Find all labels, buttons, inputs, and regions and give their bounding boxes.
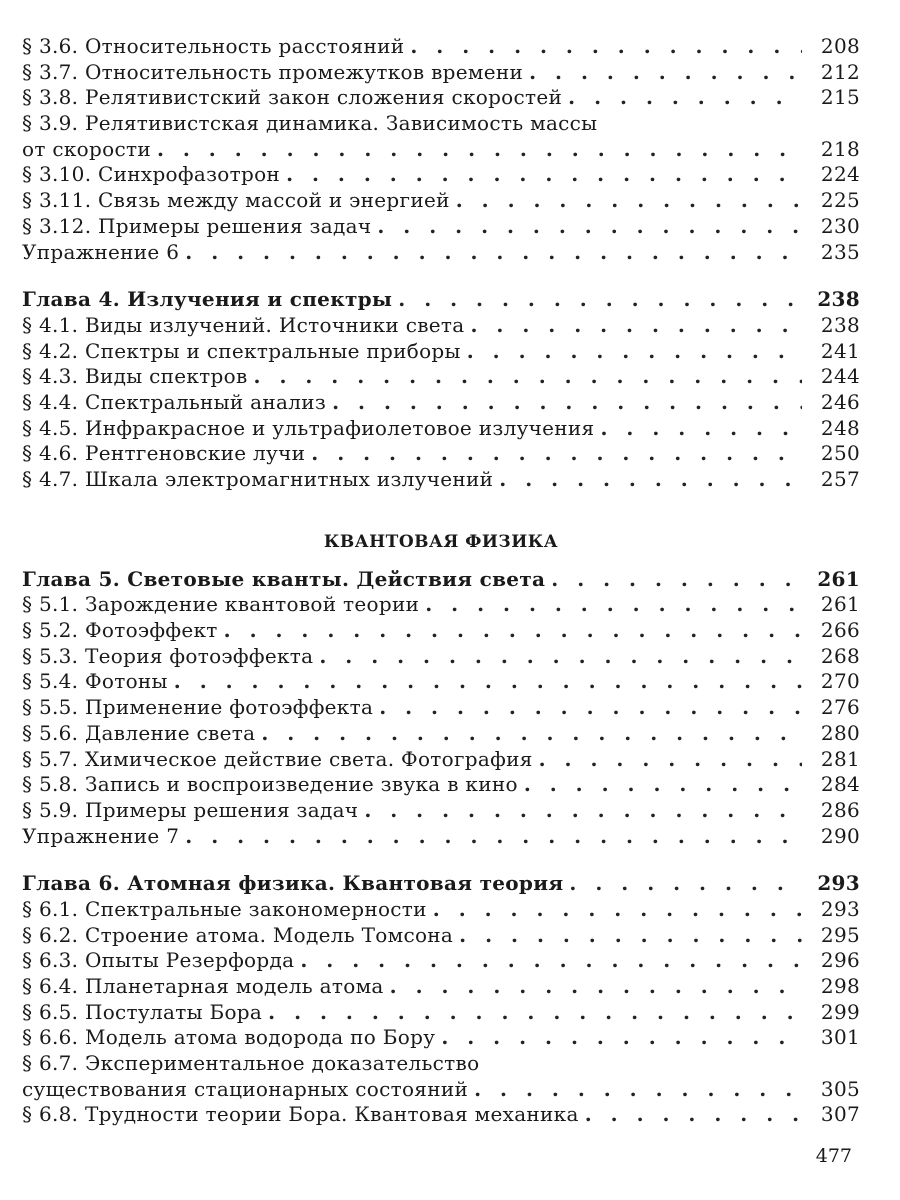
entry-page: 299 <box>820 999 860 1024</box>
entry-page: 238 <box>820 312 860 337</box>
dot-leader <box>379 695 802 721</box>
entry-title: существования стационарных состояний <box>22 1076 469 1101</box>
entry-title: § 6.7. Экспериментальное доказательство <box>22 1051 480 1076</box>
entry-page: 218 <box>820 136 860 161</box>
entry-title: § 4.7. Шкала электромагнитных излучений <box>22 467 494 491</box>
entry-title: § 4.6. Рентгеновские лучи <box>22 441 306 466</box>
toc-entry <box>22 60 860 86</box>
entry-page: 225 <box>820 188 860 213</box>
entry-page: 296 <box>820 948 860 973</box>
dot-leader <box>585 1102 802 1128</box>
dot-leader <box>377 214 802 240</box>
entry-title: § 3.9. Релятивистская динамика. Зависимость массы <box>22 111 598 136</box>
dot-leader <box>459 923 802 949</box>
dot-leader <box>332 390 802 416</box>
dot-leader <box>364 798 802 824</box>
entry-title: § 4.4. Спектральный анализ <box>22 389 327 414</box>
entry-page: 261 <box>820 592 860 617</box>
entry-title: § 5.6. Давление света <box>22 720 256 745</box>
table-of-contents <box>22 34 860 1150</box>
entry-page: 293 <box>817 871 860 896</box>
toc-entry <box>22 747 860 773</box>
dot-leader <box>470 313 802 339</box>
entry-title: Упражнение 7 <box>22 823 180 848</box>
entry-title: Глава 4. Излучения и спектры <box>22 287 393 312</box>
toc-entry <box>22 923 860 949</box>
entry-page: 293 <box>820 896 860 921</box>
entry-title: § 6.8. Трудности теории Бора. Квантовая механика <box>22 1102 579 1127</box>
entry-title: § 5.9. Примеры решения задач <box>22 797 359 822</box>
dot-leader <box>600 416 802 442</box>
toc-entry <box>22 1025 860 1051</box>
dot-leader <box>410 34 802 60</box>
entry-page: 230 <box>820 213 860 238</box>
dot-leader <box>569 871 802 897</box>
dot-leader <box>474 1077 802 1103</box>
toc-entry <box>22 1077 860 1103</box>
toc-entry <box>22 390 860 416</box>
entry-title: § 6.4. Планетарная модель атома <box>22 974 384 998</box>
entry-page: 301 <box>820 1025 860 1050</box>
toc-entry <box>22 364 860 390</box>
entry-title: § 5.1. Зарождение квантовой теории <box>22 592 420 617</box>
entry-page: 246 <box>820 389 860 414</box>
entry-title: § 6.2. Строение атома. Модель Томсона <box>22 922 454 947</box>
entry-page: 244 <box>820 364 860 389</box>
entry-page: 248 <box>820 415 860 440</box>
toc-entry <box>22 798 860 824</box>
page-number: 477 <box>815 1145 852 1167</box>
toc-entry <box>22 618 860 644</box>
entry-title: § 3.7. Относительность промежутков времени <box>22 59 524 84</box>
dot-leader <box>185 824 802 850</box>
toc-group <box>22 287 860 493</box>
entry-page: 235 <box>820 239 860 264</box>
dot-leader <box>224 618 802 644</box>
entry-title: Глава 6. Атомная физика. Квантовая теория <box>22 871 564 896</box>
dot-leader <box>157 137 802 163</box>
toc-entry <box>22 467 860 493</box>
dot-leader <box>398 287 802 313</box>
entry-title: § 5.5. Применение фотоэффекта <box>22 695 374 720</box>
dot-leader <box>261 721 802 747</box>
entry-page: 286 <box>820 797 860 822</box>
dot-leader <box>456 188 802 214</box>
entry-page: 224 <box>820 162 860 187</box>
entry-title: § 4.1. Виды излучений. Источники света <box>22 312 465 337</box>
toc-entry <box>22 137 860 163</box>
entry-title: § 4.3. Виды спектров <box>22 364 248 389</box>
entry-page: 281 <box>820 746 860 771</box>
entry-page: 276 <box>820 695 860 720</box>
toc-entry <box>22 1102 860 1128</box>
dot-leader <box>286 162 802 188</box>
toc-entry <box>22 416 860 442</box>
entry-page: 261 <box>817 566 860 591</box>
toc-entry <box>22 592 860 618</box>
entry-title: от скорости <box>22 136 151 161</box>
toc-entry <box>22 897 860 923</box>
entry-page: 284 <box>820 772 860 797</box>
entry-title: § 4.5. Инфракрасное и ультрафиолетовое излучения <box>22 415 595 440</box>
entry-title: § 5.8. Запись и воспроизведение звука в кино <box>22 772 518 797</box>
toc-chapter <box>22 567 860 593</box>
entry-page: 250 <box>820 441 860 466</box>
toc-chapter <box>22 287 860 313</box>
entry-page: 307 <box>820 1102 860 1127</box>
dot-leader <box>300 948 802 974</box>
entry-page: 290 <box>820 823 860 848</box>
dot-leader <box>254 364 802 390</box>
entry-page: 298 <box>820 974 860 998</box>
toc-entry <box>22 695 860 721</box>
entry-page: 215 <box>820 85 860 110</box>
entry-page: 295 <box>820 922 860 947</box>
toc-group <box>22 529 860 850</box>
toc-entry <box>22 240 860 266</box>
toc-entry <box>22 441 860 467</box>
dot-leader <box>524 772 802 798</box>
dot-leader <box>433 897 802 923</box>
toc-entry <box>22 214 860 240</box>
toc-group <box>22 871 860 1128</box>
toc-entry <box>22 111 860 137</box>
entry-title: § 3.6. Относительность расстояний <box>22 34 405 58</box>
toc-group <box>22 34 860 265</box>
entry-page: 266 <box>820 618 860 643</box>
toc-entry <box>22 772 860 798</box>
entry-page: 238 <box>817 287 860 312</box>
toc-entry <box>22 948 860 974</box>
dot-leader <box>551 567 802 593</box>
entry-page: 270 <box>820 669 860 694</box>
entry-title: § 3.11. Связь между массой и энергией <box>22 188 450 213</box>
dot-leader <box>499 467 802 493</box>
dot-leader <box>467 339 802 365</box>
entry-title: § 6.3. Опыты Резерфорда <box>22 948 295 973</box>
entry-title: § 3.8. Релятивистский закон сложения скоростей <box>22 85 563 110</box>
toc-entry <box>22 1051 860 1077</box>
dot-leader <box>425 592 802 618</box>
part-heading: КВАНТОВАЯ ФИЗИКА <box>323 531 559 552</box>
dot-leader <box>185 240 802 266</box>
toc-entry <box>22 1000 860 1026</box>
dot-leader <box>319 644 802 670</box>
entry-page: 280 <box>820 720 860 745</box>
dot-leader <box>390 974 802 1000</box>
entry-page: 257 <box>820 467 860 491</box>
toc-entry <box>22 669 860 695</box>
entry-title: § 5.2. Фотоэффект <box>22 618 218 643</box>
entry-title: § 3.12. Примеры решения задач <box>22 213 372 238</box>
toc-entry <box>22 644 860 670</box>
toc-entry <box>22 162 860 188</box>
entry-title: § 3.10. Синхрофазотрон <box>22 162 281 187</box>
toc-entry <box>22 974 860 1000</box>
entry-page: 208 <box>820 34 860 58</box>
entry-title: § 5.7. Химическое действие света. Фотография <box>22 746 533 771</box>
entry-title: § 6.5. Постулаты Бора <box>22 999 263 1024</box>
entry-title: Глава 5. Световые кванты. Действия света <box>22 566 546 591</box>
toc-entry <box>22 34 860 60</box>
entry-title: § 6.1. Спектральные закономерности <box>22 896 427 921</box>
entry-title: § 4.2. Спектры и спектральные приборы <box>22 338 461 363</box>
toc-entry <box>22 339 860 365</box>
entry-title: § 5.3. Теория фотоэффекта <box>22 643 314 668</box>
toc-entry <box>22 721 860 747</box>
dot-leader <box>311 441 802 467</box>
entry-page: 241 <box>820 338 860 363</box>
dot-leader <box>268 1000 802 1026</box>
toc-entry <box>22 313 860 339</box>
dot-leader <box>441 1025 802 1051</box>
dot-leader <box>529 60 802 86</box>
dot-leader <box>568 85 802 111</box>
entry-page: 268 <box>820 643 860 668</box>
toc-entry <box>22 85 860 111</box>
entry-page: 305 <box>820 1076 860 1101</box>
toc-chapter <box>22 871 860 897</box>
entry-title: § 6.6. Модель атома водорода по Бору <box>22 1025 436 1050</box>
entry-page: 212 <box>820 59 860 84</box>
dot-leader <box>174 669 802 695</box>
toc-entry <box>22 824 860 850</box>
entry-title: § 5.4. Фотоны <box>22 669 168 694</box>
dot-leader <box>539 747 802 773</box>
toc-entry <box>22 188 860 214</box>
entry-title: Упражнение 6 <box>22 239 180 264</box>
